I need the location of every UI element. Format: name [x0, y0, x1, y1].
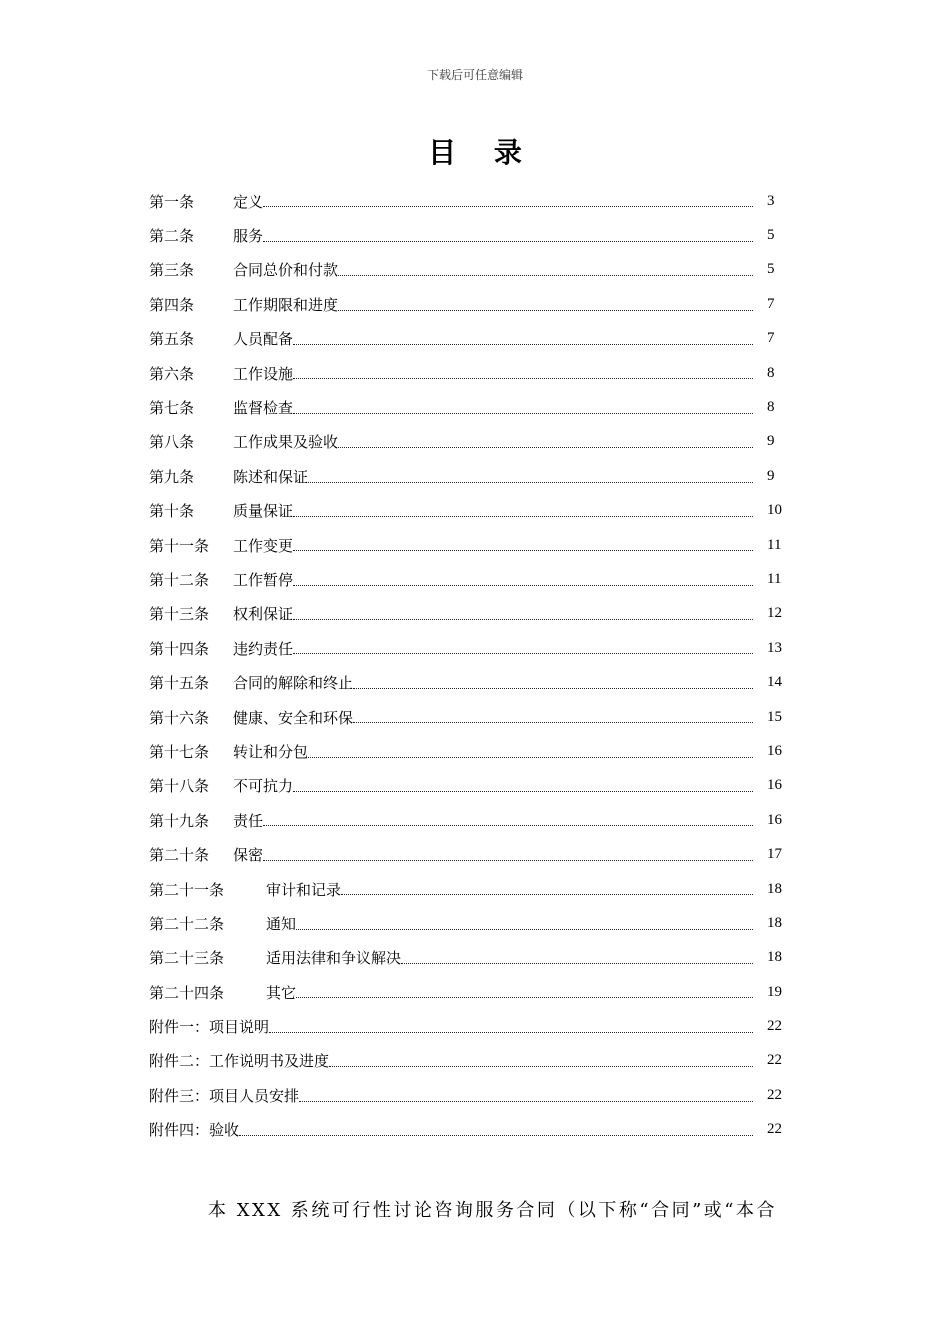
toc-entry[interactable]	[149, 459, 803, 493]
toc-entry-label: 工作设施	[233, 364, 294, 383]
dot-leader	[263, 184, 753, 218]
toc-entry[interactable]	[149, 665, 803, 699]
toc-entry[interactable]	[149, 494, 803, 528]
toc-entry[interactable]	[149, 734, 803, 768]
toc-page-number: 22	[767, 1086, 782, 1103]
dot-leader	[263, 803, 753, 837]
toc-entry-label: 不可抗力	[233, 777, 294, 796]
toc-entry[interactable]	[149, 837, 803, 871]
dot-leader	[293, 562, 753, 596]
toc-entry[interactable]	[149, 184, 803, 218]
toc-entry-label: 工作期限和进度	[233, 295, 339, 314]
toc-entry[interactable]	[149, 700, 803, 734]
toc-entry-label: 通知	[266, 914, 297, 933]
dot-leader	[296, 975, 753, 1009]
toc-entry[interactable]	[149, 803, 803, 837]
toc-entry[interactable]	[149, 597, 803, 631]
toc-entry-label: 附件三：项目人员安排	[149, 1086, 300, 1105]
toc-article-number: 第八条	[149, 433, 195, 452]
toc-page-number: 16	[767, 811, 782, 828]
toc-entry[interactable]	[149, 218, 803, 252]
toc-article-number: 第十七条	[149, 742, 210, 761]
toc-article-number: 第十九条	[149, 811, 210, 830]
intro-paragraph: 本 XXX 系统可行性讨论咨询服务合同（以下称“合同”或“本合	[208, 1200, 777, 1221]
toc-entry-label: 合同总价和付款	[233, 261, 339, 280]
toc-page-number: 12	[767, 605, 782, 622]
toc-entry[interactable]	[149, 1113, 803, 1147]
toc-entry[interactable]	[149, 528, 803, 562]
toc-page-number: 8	[767, 364, 775, 381]
toc-article-number: 第十四条	[149, 639, 210, 658]
toc-article-number: 第二十四条	[149, 983, 225, 1002]
dot-leader	[239, 1113, 753, 1147]
toc-entry-label: 工作暂停	[233, 570, 294, 589]
toc-entry-label: 附件二：工作说明书及进度	[149, 1052, 330, 1071]
toc-page-number: 14	[767, 674, 782, 691]
toc-article-number: 第十一条	[149, 536, 210, 555]
toc-entry[interactable]	[149, 322, 803, 356]
dot-leader	[308, 734, 753, 768]
toc-entry[interactable]	[149, 906, 803, 940]
toc-article-number: 第二十三条	[149, 949, 225, 968]
toc-page-number: 19	[767, 983, 782, 1000]
toc-entry-label: 合同的解除和终止	[233, 674, 354, 693]
toc-page-number: 16	[767, 777, 782, 794]
dot-leader	[353, 665, 753, 699]
toc-page-number: 16	[767, 742, 782, 759]
toc-entry[interactable]	[149, 390, 803, 424]
toc-entry-label: 其它	[266, 983, 297, 1002]
toc-entry[interactable]	[149, 1078, 803, 1112]
dot-leader	[293, 597, 753, 631]
toc-entry-label: 陈述和保证	[233, 467, 309, 486]
dot-leader	[338, 425, 753, 459]
toc-article-number: 第一条	[149, 192, 195, 211]
dot-leader	[263, 837, 753, 871]
toc-entry-label: 人员配备	[233, 330, 294, 349]
toc-page-number: 5	[767, 227, 775, 244]
toc-page-number: 22	[767, 1121, 782, 1138]
toc-entry-label: 转让和分包	[233, 742, 309, 761]
toc-article-number: 第二十二条	[149, 914, 225, 933]
toc-entry[interactable]	[149, 356, 803, 390]
toc-page-number: 5	[767, 261, 775, 278]
toc-article-number: 第二十一条	[149, 880, 225, 899]
dot-leader	[341, 872, 753, 906]
toc-entry-label: 质量保证	[233, 502, 294, 521]
toc-article-number: 第十五条	[149, 674, 210, 693]
toc-entry-label: 适用法律和争议解决	[266, 949, 402, 968]
dot-leader	[293, 494, 753, 528]
dot-leader	[263, 218, 753, 252]
toc-entry[interactable]	[149, 631, 803, 665]
dot-leader	[293, 322, 753, 356]
toc-article-number: 第十条	[149, 502, 195, 521]
dot-leader	[293, 356, 753, 390]
toc-entry-label: 保密	[233, 846, 264, 865]
toc-page-number: 17	[767, 846, 782, 863]
toc-page-number: 7	[767, 330, 775, 347]
dot-leader	[353, 700, 753, 734]
toc-entry-label: 责任	[233, 811, 264, 830]
toc-page-number: 18	[767, 914, 782, 931]
dot-leader	[293, 390, 753, 424]
toc-page-number: 9	[767, 467, 775, 484]
toc-entry-label: 权利保证	[233, 605, 294, 624]
toc-entry[interactable]	[149, 769, 803, 803]
toc-entry[interactable]	[149, 562, 803, 596]
toc-page-number: 22	[767, 1018, 782, 1035]
toc-article-number: 第十八条	[149, 777, 210, 796]
toc-entry-label: 附件一：项目说明	[149, 1018, 270, 1037]
toc-page-number: 7	[767, 295, 775, 312]
toc-page-number: 11	[767, 536, 782, 553]
toc-article-number: 第七条	[149, 399, 195, 418]
toc-entry-label: 违约责任	[233, 639, 294, 658]
toc-entry[interactable]	[149, 872, 803, 906]
dot-leader	[296, 906, 753, 940]
toc-article-number: 第十六条	[149, 708, 210, 727]
toc-entry[interactable]	[149, 1009, 803, 1043]
toc-entry-label: 审计和记录	[266, 880, 342, 899]
toc-article-number: 第二条	[149, 227, 195, 246]
toc-article-number: 第五条	[149, 330, 195, 349]
toc-page-number: 13	[767, 639, 782, 656]
page-title: 目 录	[428, 136, 536, 169]
dot-leader	[269, 1009, 753, 1043]
toc-entry-label: 定义	[233, 192, 264, 211]
dot-leader	[338, 287, 753, 321]
toc-entry-label: 附件四：验收	[149, 1121, 240, 1140]
toc-page-number: 15	[767, 708, 782, 725]
toc-entry[interactable]	[149, 425, 803, 459]
toc-page-number: 10	[767, 502, 782, 519]
toc-entry[interactable]	[149, 1044, 803, 1078]
toc-page-number: 11	[767, 570, 782, 587]
toc-article-number: 第四条	[149, 295, 195, 314]
toc-entry-label: 监督检查	[233, 399, 294, 418]
toc-entry[interactable]	[149, 941, 803, 975]
toc-page-number: 18	[767, 949, 782, 966]
header-note: 下载后可任意编辑	[426, 68, 523, 82]
toc-entry[interactable]	[149, 287, 803, 321]
toc-page-number: 8	[767, 399, 775, 416]
toc-entry[interactable]	[149, 975, 803, 1009]
toc-page-number: 9	[767, 433, 775, 450]
toc-page-number: 18	[767, 880, 782, 897]
dot-leader	[293, 528, 753, 562]
toc-page-number: 22	[767, 1052, 782, 1069]
toc-article-number: 第二十条	[149, 846, 210, 865]
toc-article-number: 第三条	[149, 261, 195, 280]
dot-leader	[329, 1044, 753, 1078]
dot-leader	[401, 941, 753, 975]
toc-entry-label: 工作变更	[233, 536, 294, 555]
dot-leader	[299, 1078, 753, 1112]
toc-article-number: 第十三条	[149, 605, 210, 624]
toc-entry-label: 服务	[233, 227, 264, 246]
dot-leader	[338, 253, 753, 287]
toc-article-number: 第十二条	[149, 570, 210, 589]
dot-leader	[293, 631, 753, 665]
table-of-contents	[149, 184, 803, 1147]
toc-page-number: 3	[767, 192, 775, 209]
dot-leader	[293, 769, 753, 803]
toc-entry-label: 工作成果及验收	[233, 433, 339, 452]
dot-leader	[308, 459, 753, 493]
toc-entry[interactable]	[149, 253, 803, 287]
toc-entry-label: 健康、安全和环保	[233, 708, 354, 727]
toc-article-number: 第六条	[149, 364, 195, 383]
toc-article-number: 第九条	[149, 467, 195, 486]
